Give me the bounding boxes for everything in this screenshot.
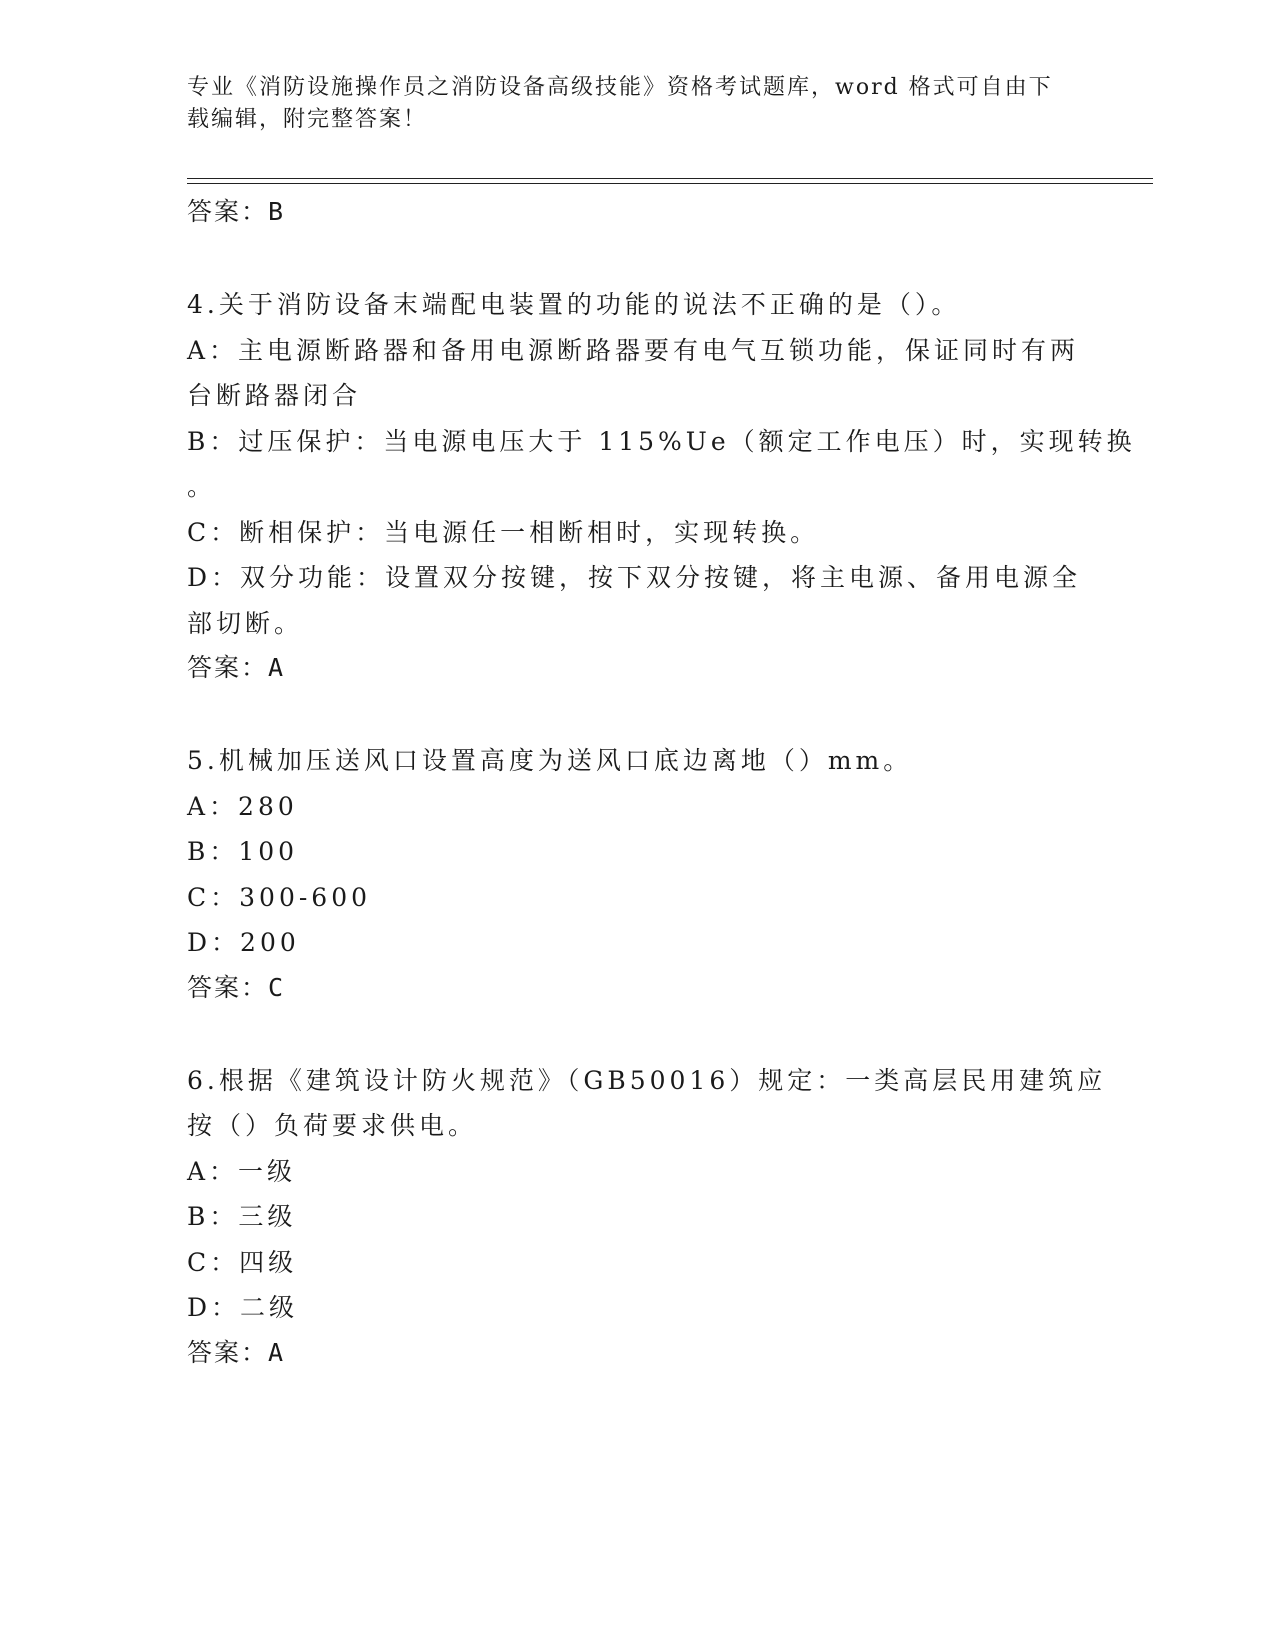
answer-line-previous	[187, 190, 1087, 234]
option-a: A：主电源断路器和备用电源断路器要有电气互锁功能，保证同时有两	[187, 335, 1080, 365]
option-b-continuation: 。	[187, 472, 217, 501]
option-d: D：二级	[187, 1293, 299, 1322]
option-d: D：200	[187, 928, 300, 957]
header-divider-bottom	[187, 183, 1153, 184]
answer-label: 答案：	[187, 653, 269, 682]
answer-line	[187, 1331, 1087, 1375]
answer-label: 答案：	[187, 197, 269, 226]
answer-value: C	[268, 972, 286, 1002]
question-stem: 6.根据《建筑设计防火规范》（GB50016）规定：一类高层民用建筑应	[187, 1065, 1107, 1095]
header-line-1: 专业《消防设施操作员之消防设备高级技能》资格考试题库，word 格式可自由下	[187, 75, 1053, 100]
question-body	[187, 190, 1136, 1375]
option-c: C：四级	[187, 1247, 298, 1277]
answer-value: A	[268, 1337, 286, 1367]
answer-line	[187, 966, 1087, 1010]
question-stem: 5.机械加压送风口设置高度为送风口底边离地（）mm。	[187, 746, 913, 775]
answer-value: B	[268, 197, 286, 226]
option-b: B：过压保护：当电源电压大于 115%Ue（额定工作电压）时，实现转换	[187, 426, 1136, 456]
question-block	[187, 738, 1087, 1010]
option-d-continuation: 部切断。	[187, 608, 304, 638]
answer-label: 答案：	[187, 972, 269, 1002]
spacer	[187, 690, 1087, 738]
header-line-2: 载编辑，附完整答案！	[187, 107, 428, 132]
spacer	[187, 234, 1087, 282]
option-a: A：280	[187, 791, 298, 821]
question-stem: 4.关于消防设备末端配电装置的功能的说法不正确的是（）。	[187, 290, 961, 319]
question-stem-continuation: 按（）负荷要求供电。	[187, 1111, 478, 1140]
document-header	[187, 72, 1067, 136]
spacer	[187, 1010, 1087, 1058]
option-a-continuation: 台断路器闭合	[187, 381, 362, 410]
option-b: B：三级	[187, 1202, 297, 1231]
option-c: C：断相保护：当电源任一相断相时，实现转换。	[187, 517, 820, 547]
option-b: B：100	[187, 837, 299, 866]
option-d: D：双分功能：设置双分按键，按下双分按键，将主电源、备用电源全	[187, 563, 1082, 592]
answer-line	[187, 646, 1087, 690]
header-divider-top	[187, 178, 1153, 179]
question-block	[187, 282, 1136, 690]
question-block	[187, 1058, 1107, 1375]
answer-label: 答案：	[187, 1337, 269, 1367]
option-c: C：300-600	[187, 882, 372, 912]
answer-value: A	[268, 653, 286, 682]
option-a: A：一级	[187, 1156, 297, 1186]
